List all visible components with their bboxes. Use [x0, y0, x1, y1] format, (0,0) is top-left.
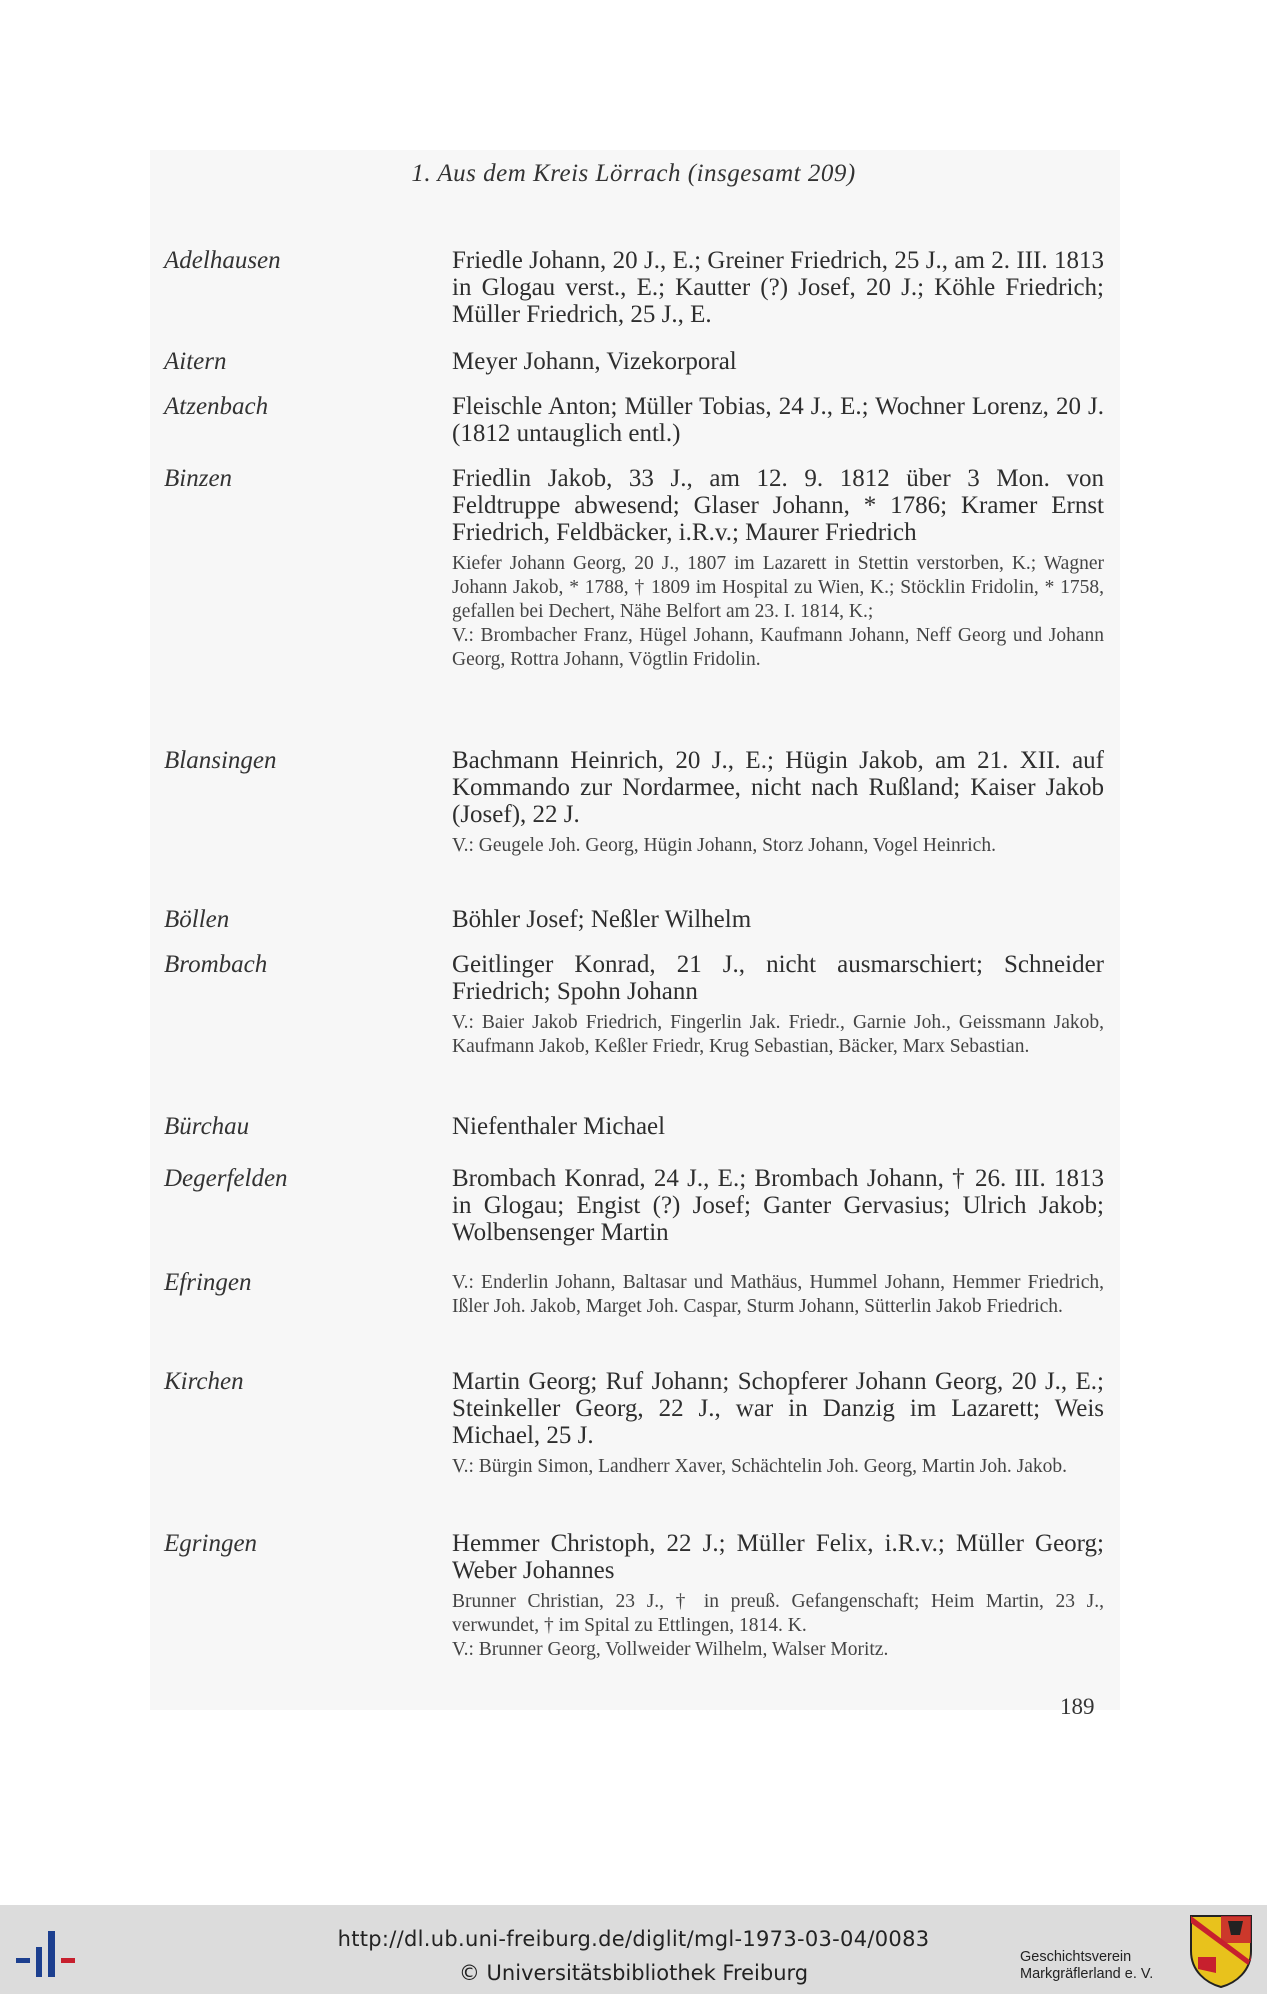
- society-line-1: Geschichtsverein: [1020, 1949, 1132, 1965]
- place-name: Binzen: [164, 465, 233, 492]
- entry-note: V.: Geugele Joh. Georg, Hügin Johann, Storz Johann, Vogel Heinrich.: [452, 835, 996, 856]
- place-name: Bürchau: [164, 1113, 250, 1140]
- soldier-list: Brombach Konrad, 24 J., E.; Brombach Johann, † 26. III. 1813 in Glogau; Engist (?) Josef; Ganter Gervasius; Ulrich Jakob; Wolbensenger Martin: [452, 1165, 1104, 1246]
- entry-body: [452, 393, 1104, 447]
- place-name: Adelhausen: [164, 247, 281, 274]
- entry-body: [452, 951, 1104, 1059]
- place-name: Atzenbach: [164, 393, 269, 420]
- society-line-2: Markgräflerland e. V.: [1020, 1966, 1154, 1982]
- footer-copyright: © Universitätsbibliothek Freiburg: [458, 1961, 809, 1985]
- entry-note: V.: Brombacher Franz, Hügel Johann, Kaufmann Johann, Neff Georg und Johann Georg, Rottra Johann, Vögtlin Fridolin.: [452, 625, 1104, 670]
- entry-body: [452, 747, 1104, 858]
- soldier-list: Meyer Johann, Vizekorporal: [452, 348, 737, 375]
- soldier-list: Hemmer Christoph, 22 J.; Müller Felix, i.R.v.; Müller Georg; Weber Johannes: [452, 1530, 1104, 1584]
- place-name: Efringen: [164, 1269, 252, 1296]
- place-name: Blansingen: [164, 747, 277, 774]
- footer-url-link[interactable]: http://dl.ub.uni-freiburg.de/diglit/mgl-1973-03-04/0083: [337, 1927, 930, 1951]
- soldier-list: Niefenthaler Michael: [452, 1113, 666, 1140]
- entry-note: V.: Bürgin Simon, Landherr Xaver, Schächtelin Joh. Georg, Martin Joh. Jakob.: [452, 1456, 1068, 1477]
- footer-bar: [0, 1905, 1267, 1994]
- entry-note: V.: Enderlin Johann, Baltasar und Mathäus, Hummel Johann, Hemmer Friedrich, Ißler Joh. Jakob, Marget Joh. Caspar, Sturm Johann, Sütterlin Jakob Friedrich.: [452, 1272, 1104, 1317]
- entry-body: [452, 1269, 1104, 1319]
- section-heading: 1. Aus dem Kreis Lörrach (insgesamt 209): [411, 160, 856, 187]
- page-number: 189: [1060, 1694, 1095, 1719]
- coat-of-arms-icon: [1188, 1913, 1254, 1989]
- society-name: [1020, 1949, 1180, 1983]
- entry-body: [452, 465, 1104, 672]
- soldier-list: Friedle Johann, 20 J., E.; Greiner Friedrich, 25 J., am 2. III. 1813 in Glogau verst., E.; Kautter (?) Josef, 20 J.; Köhle Friedrich; Müller Friedrich, 25 J., E.: [452, 247, 1104, 328]
- entry-body: [452, 1113, 1104, 1140]
- place-name: Kirchen: [164, 1368, 244, 1395]
- place-name: Brombach: [164, 951, 268, 978]
- soldier-list: Friedlin Jakob, 33 J., am 12. 9. 1812 über 3 Mon. von Feldtruppe abwesend; Glaser Johann, * 1786; Kramer Ernst Friedrich, Feldbäcker, i.R.v.; Maurer Friedrich: [452, 465, 1104, 546]
- entry-body: [452, 247, 1104, 328]
- soldier-list: Bachmann Heinrich, 20 J., E.; Hügin Jakob, am 21. XII. auf Kommando zur Nordarmee, nicht nach Rußland; Kaiser Jakob (Josef), 22 J.: [452, 747, 1104, 828]
- place-name: Egringen: [164, 1530, 258, 1557]
- place-name: Böllen: [164, 906, 230, 933]
- entry-body: [452, 1368, 1104, 1479]
- soldier-list: Böhler Josef; Neßler Wilhelm: [452, 906, 752, 933]
- entry-note: V.: Brunner Georg, Vollweider Wilhelm, Walser Moritz.: [452, 1639, 889, 1660]
- entry-body: [452, 348, 1104, 375]
- entry-body: [452, 1530, 1104, 1662]
- place-name: Degerfelden: [164, 1165, 288, 1192]
- entry-note: Brunner Christian, 23 J., † in preuß. Gefangenschaft; Heim Martin, 23 J., verwundet, † im Spital zu Ettlingen, 1814. K.: [452, 1591, 1104, 1636]
- entry-note: V.: Baier Jakob Friedrich, Fingerlin Jak. Friedr., Garnie Joh., Geissmann Jakob, Kaufmann Jakob, Keßler Friedr, Krug Sebastian, Bäcker, Marx Sebastian.: [452, 1012, 1104, 1057]
- entry-note: Kiefer Johann Georg, 20 J., 1807 im Lazarett in Stettin verstorben, K.; Wagner Johann Jakob, * 1788, † 1809 im Hospital zu Wien, K.; Stöcklin Fridolin, * 1758, gefallen bei Dechert, Nähe Belfort am 23. I. 1814, K.;: [452, 553, 1104, 622]
- soldier-list: Martin Georg; Ruf Johann; Schopferer Johann Georg, 20 J., E.; Steinkeller Georg, 22 J., war in Danzig im Lazarett; Weis Michael, 25 J.: [452, 1368, 1104, 1449]
- entry-body: [452, 906, 1104, 933]
- soldier-list: Fleischle Anton; Müller Tobias, 24 J., E.; Wochner Lorenz, 20 J. (1812 untauglich entl.): [452, 393, 1104, 447]
- place-name: Aitern: [164, 348, 227, 375]
- soldier-list: Geitlinger Konrad, 21 J., nicht ausmarschiert; Schneider Friedrich; Spohn Johann: [452, 951, 1104, 1005]
- entry-body: [452, 1165, 1104, 1246]
